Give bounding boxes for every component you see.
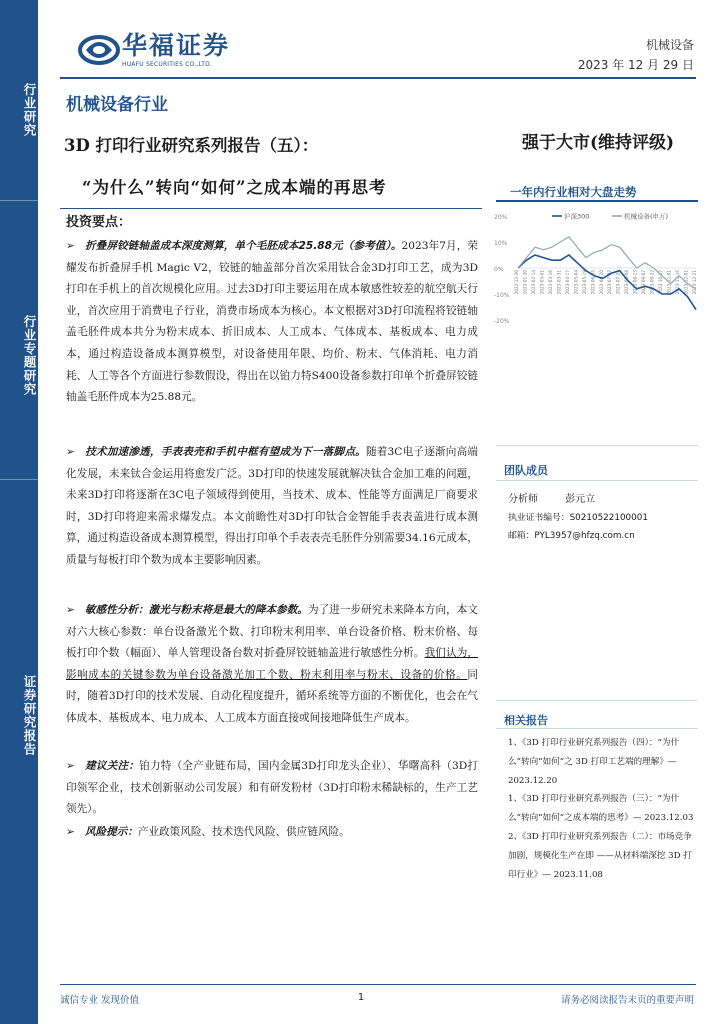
footer-slogan: 诚信专业 发现价值 xyxy=(60,995,140,1006)
point-3-underlined: 我们认为，影响成本的关键参数为单台设备激光加工个数、粉末利用率与粉末、设备的价格。 xyxy=(66,647,478,681)
point-3-tail: 同时，随着3D打印的技术发展、自动化程度提升，循环系统等方面的不断优化，也会在气体成本、基板成本、电力成本、人工成本方面直接或间接地降低生产成本。 xyxy=(66,668,478,724)
related-report-item[interactable]: 1、《3D 打印行业研究系列报告（三）：“为什么”转向“如何”之成本端的思考》— 2023.12.03 xyxy=(508,794,694,823)
footer-disclaimer: 请务必阅读报告末页的重要声明 xyxy=(560,995,694,1006)
analyst-name: 彭元立 xyxy=(565,494,596,505)
sidebar-label-special-research: 行业专题研究 xyxy=(22,314,37,396)
point-3-text: 为了进一步研究未来降本方向，本文对六大核心参数：单台设备激光个数、打印粉末利用率、单台设备价格、粉末价格、每板打印个数（幅面）、单人管理设备台数对折叠屏铰链轴盖进行敏感性分析。 xyxy=(66,604,479,660)
x-tick-label: 2023-12-01 xyxy=(683,270,689,295)
bullet-arrow-icon: ➢ xyxy=(66,604,75,616)
logo-text-cn: 华福证券 xyxy=(122,31,231,60)
bullet-arrow-icon: ➢ xyxy=(66,760,75,772)
related-report-item[interactable]: 1、《3D 打印行业研究系列报告（四）：“为什么”转向“如何”之 3D 打印工艺端的理解》— 2023.12.20 xyxy=(508,738,680,786)
y-tick-label: 0% xyxy=(494,266,504,273)
related-report-item[interactable]: 2、《3D 打印行业研究系列报告（二）：市场竞争加剧，规模化生产在即 ——从材料端深挖 3D 打印行业》— 2023.11.08 xyxy=(508,832,692,880)
x-tick-label: 2023-08-08 xyxy=(624,270,630,295)
report-title: 3D 打印行业研究系列报告（五）： xyxy=(64,136,319,155)
x-tick-label: 2023-04-17 xyxy=(564,270,570,295)
bullet-arrow-icon: ➢ xyxy=(66,446,75,458)
x-tick-label: 2023-10-17 xyxy=(658,270,664,295)
analyst-role: 分析师 xyxy=(508,494,538,505)
point-2-lead: 技术加速渗透，手表表壳和手机中框有望成为下一落脚点。 xyxy=(84,446,366,458)
point-4-lead: 建议关注： xyxy=(84,760,140,772)
related-top-rule xyxy=(496,700,698,701)
point-5 xyxy=(66,822,478,844)
relative-performance-chart xyxy=(492,208,702,328)
x-tick-label: 2023-05-04 xyxy=(573,270,579,295)
x-tick-label: 2023-03-16 xyxy=(547,270,553,295)
point-2 xyxy=(66,442,478,572)
x-tick-label: 2023-09-07 xyxy=(641,270,647,295)
x-tick-label: 2023-03-31 xyxy=(556,270,562,295)
bullet-arrow-icon: ➢ xyxy=(66,826,75,838)
x-tick-label: 2023-07-07 xyxy=(607,270,613,295)
point-4-text: 铂力特（全产业链布局，国内金属3D打印龙头企业）、华曙高科（3D打印领军企业，技术创新驱动公司发展）和有研发粉材（3D打印粉末稀缺标的，生产工艺领先）。 xyxy=(66,760,478,816)
x-tick-label: 2023-06-20 xyxy=(598,270,604,295)
page-number: 1 xyxy=(358,992,365,1003)
header-rule xyxy=(60,77,696,79)
point-1 xyxy=(66,236,478,409)
x-tick-label: 2023-02-14 xyxy=(530,270,536,295)
legend-label: 沪深300 xyxy=(564,212,590,221)
industry-title: 机械设备行业 xyxy=(66,95,168,115)
point-5-lead: 风险提示： xyxy=(84,826,138,838)
point-5-text: 产业政策风险、技术迭代风险、供应链风险。 xyxy=(137,826,350,838)
analyst-email[interactable]: PYL3957@hfzq.com.cn xyxy=(534,531,635,541)
x-tick-label: 2022-12-30 xyxy=(514,270,519,295)
logo-emblem-icon xyxy=(78,30,120,70)
related-title-rule xyxy=(496,728,698,729)
x-tick-label: 2023-07-24 xyxy=(615,270,621,295)
team-top-rule xyxy=(496,445,698,446)
x-tick-label: 2023-06-05 xyxy=(590,270,596,295)
chart-title: 一年内行业相对大盘走势 xyxy=(510,185,637,199)
analyst-row xyxy=(508,490,595,505)
y-tick-label: 10% xyxy=(494,240,508,247)
title-divider xyxy=(60,208,482,209)
related-title: 相关报告 xyxy=(504,714,548,727)
x-tick-label: 2023-03-01 xyxy=(539,270,545,295)
license-row xyxy=(508,510,648,523)
email-label: 邮箱： xyxy=(508,531,535,541)
point-4 xyxy=(66,756,478,821)
x-tick-label: 2023-05-19 xyxy=(581,270,587,295)
x-tick-label: 2023-09-22 xyxy=(649,270,655,295)
y-tick-label: -10% xyxy=(494,292,510,299)
bullet-arrow-icon: ➢ xyxy=(66,240,75,252)
sidebar-label-industry-research: 行业研究 xyxy=(22,83,37,137)
key-points-title: 投资要点： xyxy=(66,215,132,230)
point-3-lead: 敏感性分析：激光与粉末将是最大的降本参数。 xyxy=(84,604,309,616)
x-tick-label: 2023-12-21 xyxy=(692,270,697,295)
x-tick-label: 2023-01-30 xyxy=(522,270,528,295)
sidebar-label-securities-report: 证券研究报告 xyxy=(22,674,37,756)
license-label: 执业证书编号： xyxy=(508,513,570,523)
y-tick-label: 20% xyxy=(494,214,508,221)
team-title: 团队成员 xyxy=(504,464,548,477)
rating-label: 强于大市(维持评级) xyxy=(522,133,675,153)
point-2-text: 随着3C电子逐渐向高端化发展，未来钛合金运用将愈发广泛。3D打印的快速发展就解决钛合金加工难的问题，未来3D打印将逐渐在3C电子领域得到使用，当技术、成本、性能等方面满足厂商要求时，3D打印将迎来需求爆发点。本文前瞻性对3D打印钛合金智能手表表盖进行成本测算，通过构造设备成本测算模型，得出打印单个手表表壳毛胚件分别需要34.16元成本，质量与每板打印个数为成本主要影响因素。 xyxy=(66,446,478,566)
header-date: 2023 年 12 月 29 日 xyxy=(577,58,694,72)
y-tick-label: -20% xyxy=(494,318,510,325)
point-3 xyxy=(66,600,478,730)
point-1-text: 2023年7月，荣耀发布折叠屏手机 Magic V2，铰链的轴盖部分首次采用钛合金3D打印工艺，成为3D打印在手机上的首次规模化应用。过去3D打印主要运用在成本敏感性较差的航空航天行业，首次应用于消费电子行业，消费市场成本为核心。本文根据对3D打印流程将铰链轴盖毛胚件成本共分为粉末成本、折旧成本、人工成本、气体成本、基板成本、电力成本，通过构造设备成本测算模型，对设备使用年限、均价、粉末、气体消耗、电力消耗、人工等各个方面进行参数假设，得出在以铂力特S400设备参数打印单个折叠屏铰链轴盖毛胚件成本为25.88元。 xyxy=(66,240,479,404)
license-number: S0210522100001 xyxy=(569,513,648,523)
x-tick-label: 2023-08-23 xyxy=(632,270,638,295)
logo-text-en: HUAFU SECURITIES CO.,LTD. xyxy=(122,61,213,68)
company-logo xyxy=(78,26,268,72)
header-category: 机械设备 xyxy=(645,38,694,52)
x-tick-label: 2023-11-16 xyxy=(675,270,681,295)
legend-label: 机械设备(申万) xyxy=(624,212,669,221)
point-1-lead: 折叠屏铰链轴盖成本深度测算，单个毛胚成本25.88元（参考值）。 xyxy=(84,240,402,252)
report-subtitle: “为什么”转向“如何”之成本端的再思考 xyxy=(82,178,387,197)
email-row xyxy=(508,528,635,541)
footer-rule xyxy=(60,984,696,985)
x-tick-label: 2023-11-01 xyxy=(666,270,672,295)
team-title-rule xyxy=(496,480,698,481)
